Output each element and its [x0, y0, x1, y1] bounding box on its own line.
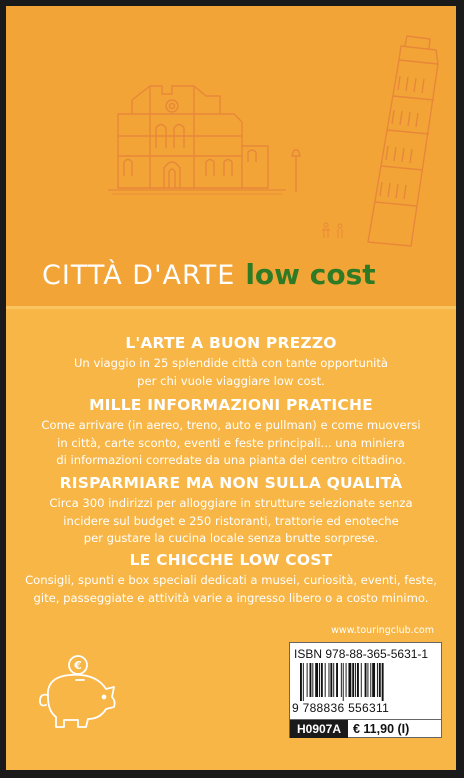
section-low-cost-tips — [6, 551, 456, 607]
price-bar — [290, 719, 441, 738]
section-practical-info — [6, 396, 456, 470]
body-line: in città, carte sconto, eventi e feste principali... una miniera — [57, 435, 405, 450]
body-line: Consigli, spunti e box speciali dedicati a musei, curiosità, eventi, feste, — [25, 573, 437, 587]
barcode-bar — [336, 663, 338, 697]
barcode-bars — [298, 663, 434, 701]
barcode-bar — [357, 663, 359, 697]
barcode-bar — [307, 663, 308, 697]
section-heading: L'ARTE A BUON PREZZO — [125, 334, 337, 352]
barcode-label — [289, 642, 442, 738]
price-text: € 11,90 (I) — [353, 722, 410, 736]
barcode-bar — [370, 663, 371, 697]
barcode-bar — [377, 663, 378, 697]
barcode-bar — [303, 663, 304, 701]
body-line: per chi vuole viaggiare low cost. — [137, 373, 325, 388]
barcode-bar — [333, 663, 334, 697]
barcode-bar — [300, 663, 302, 701]
website-link[interactable]: www.touringclub.com — [331, 625, 434, 636]
barcode-bar — [352, 663, 354, 697]
series-title — [42, 258, 376, 291]
barcode-bar — [321, 663, 323, 697]
barcode-bar — [382, 663, 384, 701]
product-code: H0907A — [290, 720, 348, 738]
barcode-bar — [365, 663, 367, 697]
body-line: Circa 300 indirizzi per alloggiare in strutture selezionate senza — [49, 496, 413, 510]
barcode-digits: 9 788836 556311 — [292, 701, 390, 715]
barcode-bar — [341, 663, 342, 697]
barcode-bar — [310, 663, 312, 697]
euro-coin-icon — [69, 656, 87, 674]
series-title-accent: low cost — [245, 258, 376, 291]
body-line: gite, passeggiate e attività varie a ingresso libero o a costo minimo. — [33, 590, 429, 605]
svg-text:€: € — [74, 659, 82, 672]
body-line: incidere sul budget e 250 ristoranti, trattorie ed enoteche — [63, 513, 399, 528]
barcode-bar — [361, 663, 362, 697]
barcode-bar — [367, 663, 368, 697]
panel-divider — [6, 306, 456, 309]
barcode-bar — [329, 663, 330, 697]
series-title-main: CITTÀ D'ARTE — [42, 260, 236, 291]
barcode-bar — [319, 663, 320, 697]
body-line: per gustare la cucina locale senza brutte sorprese. — [83, 531, 379, 545]
isbn-text: ISBN 978-88-365-5631-1 — [294, 647, 429, 661]
body-line: Un viaggio in 25 splendide città con tante opportunità — [73, 356, 389, 370]
section-body — [6, 572, 456, 607]
back-cover — [6, 6, 456, 770]
section-art-good-price — [6, 334, 456, 390]
barcode-bar — [330, 663, 332, 697]
barcode-bar — [355, 663, 356, 697]
section-body — [6, 417, 456, 470]
body-line: Come arrivare (in aereo, treno, auto e pullman) e come muoversi — [41, 418, 421, 432]
barcode-bar — [348, 663, 351, 697]
section-heading: RISPARMIARE MA NON SULLA QUALITÀ — [59, 474, 403, 492]
barcode-bar — [315, 663, 318, 697]
section-body — [6, 495, 456, 548]
barcode-bar — [379, 663, 381, 697]
barcode-bar — [346, 663, 347, 697]
body-line: di informazioni corredate da una pianta del centro cittadino. — [56, 453, 406, 467]
barcode-bar — [312, 663, 313, 697]
barcode-bar — [325, 663, 326, 697]
barcode-bar — [343, 663, 344, 701]
barcode-bar — [372, 663, 375, 697]
section-heading: MILLE INFORMAZIONI PRATICHE — [89, 396, 373, 414]
piggy-bank-icon — [26, 653, 126, 735]
section-heading: LE CHICCHE LOW COST — [129, 551, 333, 569]
section-body — [6, 355, 456, 390]
section-save-quality — [6, 474, 456, 548]
